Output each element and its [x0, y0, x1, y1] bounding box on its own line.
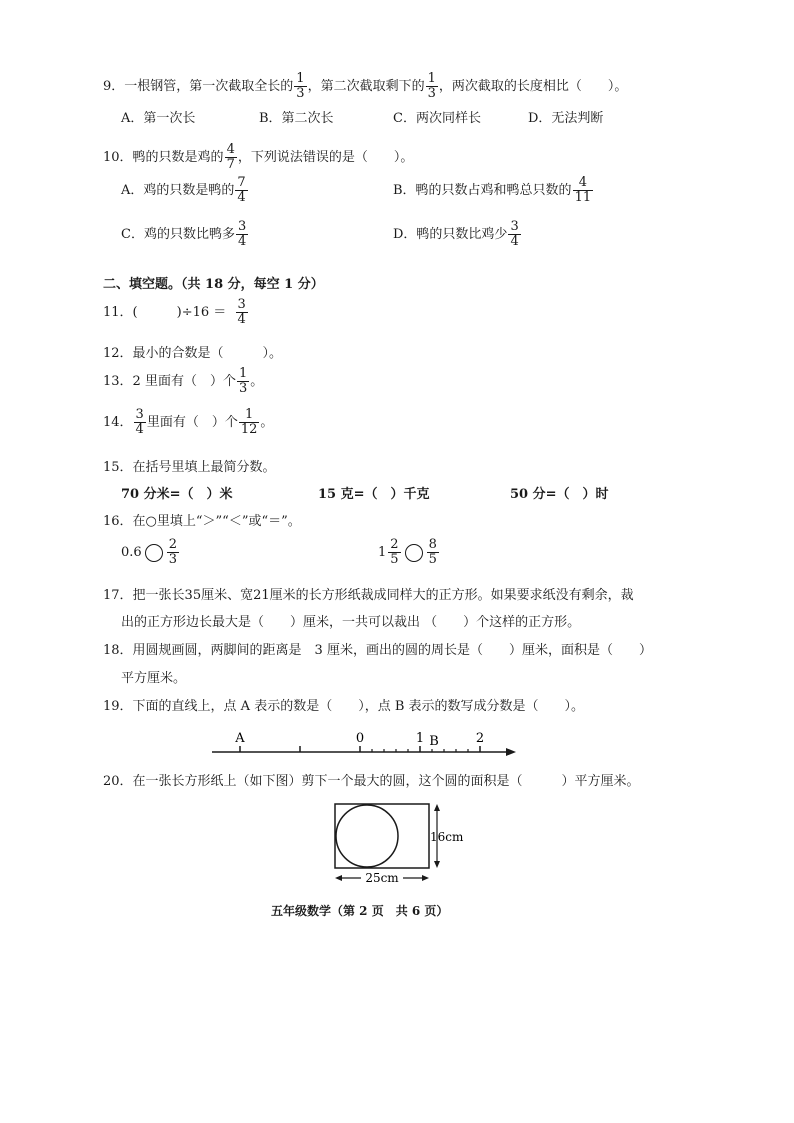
q14-fraction-2	[239, 408, 260, 437]
numerator: 1	[427, 71, 436, 86]
q14-line	[103, 408, 273, 437]
option-text: B．鸭的只数占鸡和鸭总只数的	[393, 183, 572, 198]
numerator: 1	[296, 71, 305, 86]
comparison-circle[interactable]	[405, 544, 423, 562]
denominator: 4	[135, 422, 144, 437]
numerator: 7	[237, 175, 246, 190]
q16-line	[103, 513, 301, 531]
q14-fraction-1	[134, 408, 146, 437]
q18-text-1: 用圆规画圆，两脚间的距离是 3 厘米，画出的圆的周长是（ ）厘米，面积是（ ）	[132, 643, 652, 658]
q9-number: 9．	[103, 79, 125, 94]
label-b: B	[429, 734, 439, 749]
label-one: 1	[415, 731, 425, 746]
numerator: 3	[510, 219, 519, 234]
q10-option-d	[393, 220, 522, 249]
q17-line-2: 出的正方形边长最大是（ ）厘米，一共可以裁出 （ ）个这样的正方形。	[121, 615, 581, 630]
q20-text: 在一张长方形纸上（如下图）剪下一个最大的圆，这个圆的面积是（ ）平方厘米。	[132, 774, 640, 789]
arrow-up-icon	[434, 804, 440, 811]
option-text: C．鸡的只数比鸭多	[121, 227, 235, 242]
denominator: 4	[237, 190, 246, 205]
q9-fraction-1	[294, 72, 306, 101]
page-footer: 五年级数学（第 2 页 共 6 页）	[271, 904, 449, 918]
whole-part: 1	[378, 544, 387, 560]
q18-line-2: 平方厘米。	[121, 671, 187, 686]
numerator: 4	[226, 142, 235, 157]
arrow-left-icon	[335, 875, 342, 881]
option-fraction	[236, 220, 248, 249]
q11-text: ( )÷16 ＝	[132, 305, 227, 320]
q12-number: 12．	[103, 346, 133, 361]
denominator: 4	[237, 234, 247, 249]
height-label: 16cm	[430, 830, 464, 844]
arrow-right-icon	[506, 748, 516, 756]
q20-line	[103, 773, 640, 791]
q11-line	[103, 298, 249, 327]
fraction	[388, 538, 400, 567]
q9-option-d: D．无法判断	[528, 111, 604, 126]
option-text: A．鸡的只数是鸭的	[121, 183, 235, 198]
mixed-number	[378, 538, 402, 567]
q16-left-comparison	[121, 538, 180, 567]
q19-number: 19．	[103, 699, 133, 714]
q16-right-comparison	[378, 538, 440, 567]
q10-option-b	[393, 176, 594, 205]
q9-option-a: A．第一次长	[121, 111, 196, 126]
numerator: 2	[390, 537, 399, 552]
denominator: 3	[238, 381, 248, 396]
q9-text-3: ，两次截取的长度相比（ ）。	[438, 79, 628, 94]
fraction	[427, 538, 439, 567]
denominator: 5	[390, 552, 399, 567]
q19-number-line	[200, 722, 530, 762]
denominator: 5	[428, 552, 437, 567]
arrow-right-icon	[422, 875, 429, 881]
q16-number: 16．	[103, 514, 133, 529]
q19-text: 下面的直线上，点 A 表示的数是（ ），点 B 表示的数写成分数是（ ）。	[132, 699, 585, 714]
q15-item-2: 15 克=（ ）千克	[318, 487, 430, 502]
numerator: 1	[244, 407, 254, 422]
arrow-down-icon	[434, 861, 440, 868]
numerator: 2	[168, 537, 177, 552]
denominator: 11	[574, 190, 592, 205]
width-label: 25cm	[365, 871, 399, 885]
q10-option-c	[121, 220, 249, 249]
q10-number: 10．	[103, 150, 133, 165]
option-fraction	[508, 220, 520, 249]
denominator: 12	[240, 422, 258, 437]
q9-text-1: 一根钢管，第一次截取全长的	[124, 79, 294, 94]
q10-line	[103, 143, 413, 172]
label-zero: 0	[355, 731, 365, 746]
q13-text-1: 2 里面有（ ）个	[132, 374, 236, 389]
denominator: 3	[427, 86, 436, 101]
q17-line-1	[103, 587, 634, 605]
q13-fraction	[237, 367, 249, 396]
numerator: 3	[135, 407, 144, 422]
section-2-title: 二、填空题。（共 18 分，每空 1 分）	[103, 277, 324, 292]
q18-number: 18．	[103, 643, 133, 658]
q11-number: 11．	[103, 305, 133, 320]
numerator: 3	[237, 297, 246, 312]
inscribed-circle	[336, 805, 398, 867]
numerator: 3	[237, 219, 247, 234]
q20-rectangle-diagram	[325, 800, 475, 886]
q10-fraction	[225, 143, 237, 172]
numerator: 4	[578, 175, 587, 190]
denominator: 3	[296, 86, 305, 101]
q9-fraction-2	[426, 72, 438, 101]
q13-text-2: 。	[250, 374, 264, 389]
q10-text-2: ，下列说法错误的是（ ）。	[237, 150, 414, 165]
option-text: D．鸭的只数比鸡少	[393, 227, 508, 242]
denominator: 4	[510, 234, 519, 249]
q9-text-2: ，第二次截取剩下的	[307, 79, 425, 94]
q10-text-1: 鸭的只数是鸡的	[132, 150, 224, 165]
numerator: 8	[428, 537, 437, 552]
q17-text-1: 把一张长35厘米、宽21厘米的长方形纸裁成同样大的正方形。如果要求纸没有剩余，裁	[132, 588, 634, 603]
q9-option-c: C．两次同样长	[393, 111, 481, 126]
denominator: 7	[226, 157, 235, 172]
q9-line	[103, 72, 627, 101]
q16-text: 在○里填上“＞”“＜”或“＝”。	[132, 514, 301, 529]
q19-line	[103, 698, 584, 716]
label-a: A	[235, 731, 245, 746]
q13-line	[103, 367, 263, 396]
q15-number: 15．	[103, 460, 133, 475]
paper-rectangle	[335, 804, 429, 868]
fraction	[167, 538, 179, 567]
option-fraction	[235, 176, 247, 205]
decimal-value: 0.6	[121, 545, 142, 560]
q12-text: 最小的合数是（ ）。	[132, 346, 283, 361]
q10-option-a	[121, 176, 249, 205]
q15-text: 在括号里填上最简分数。	[132, 460, 276, 475]
denominator: 4	[237, 312, 246, 327]
q20-number: 20．	[103, 774, 133, 789]
q18-line-1	[103, 642, 652, 660]
q13-number: 13．	[103, 374, 133, 389]
q15-line	[103, 459, 276, 477]
option-fraction	[573, 176, 594, 205]
label-two: 2	[475, 731, 485, 746]
q14-text-2: 。	[260, 415, 274, 430]
numerator: 1	[238, 366, 248, 381]
q15-item-1: 70 分米=（ ）米	[121, 487, 233, 502]
q11-fraction	[236, 298, 248, 327]
q15-item-3: 50 分=（ ）时	[510, 487, 609, 502]
denominator: 3	[168, 552, 177, 567]
q17-number: 17．	[103, 588, 133, 603]
q14-text-1: 里面有（ ）个	[146, 415, 238, 430]
q14-number: 14．	[103, 415, 133, 430]
q12-line	[103, 345, 282, 363]
q9-option-b: B．第二次长	[259, 111, 334, 126]
comparison-circle[interactable]	[145, 544, 163, 562]
